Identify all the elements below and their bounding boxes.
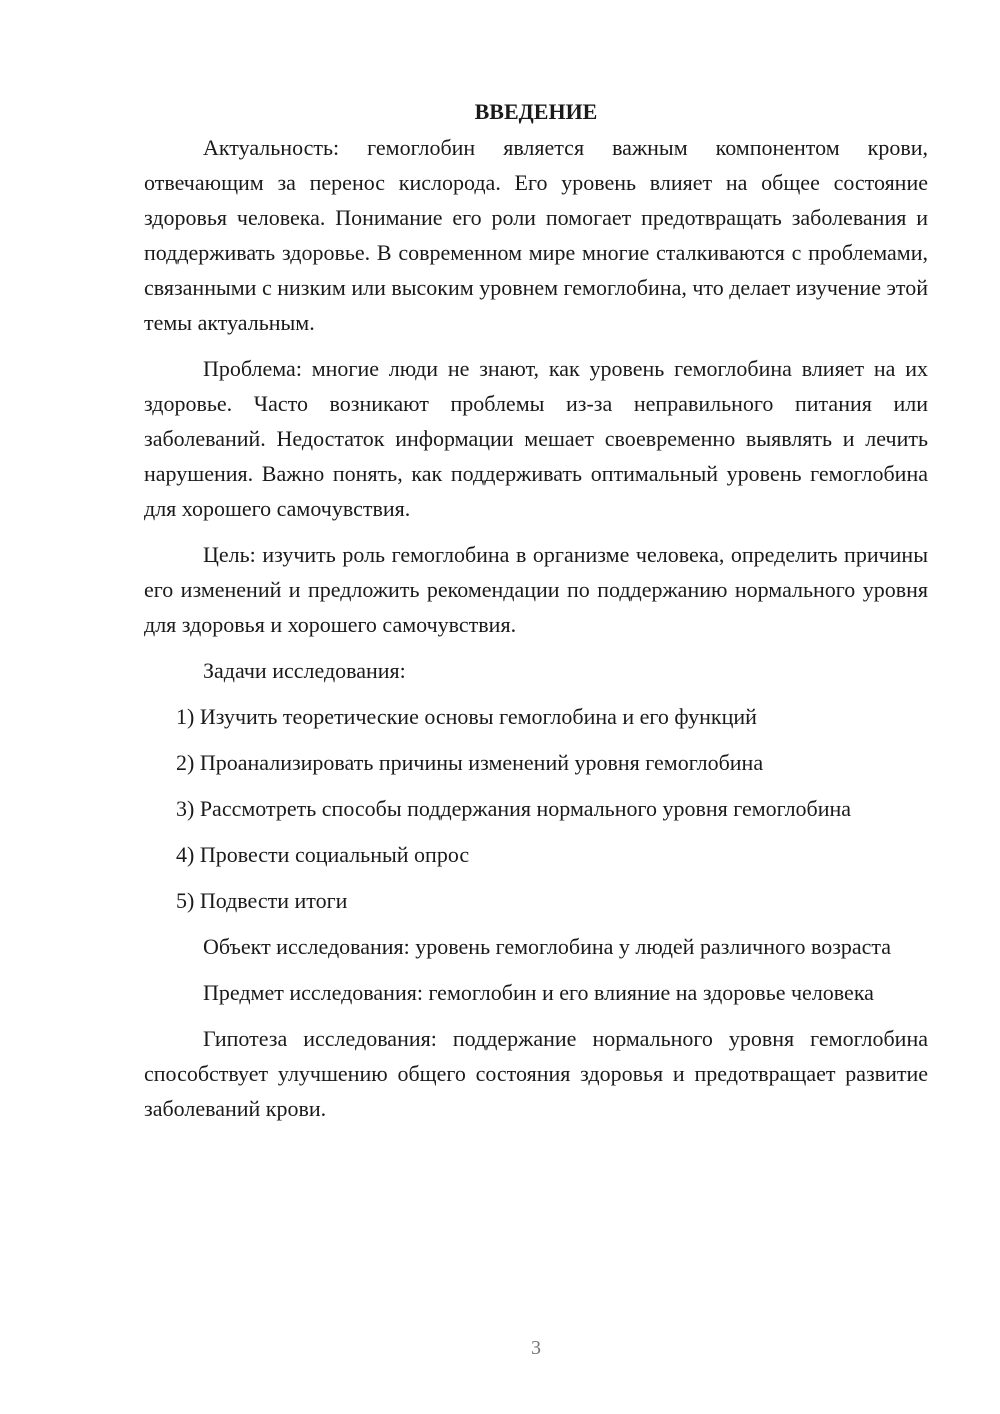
task-item-2: 2) Проанализировать причины изменений уровня гемоглобина [176, 750, 764, 775]
subject-paragraph: Предмет исследования: гемоглобин и его влияние на здоровье человека [203, 980, 874, 1005]
goal-paragraph: Цель: изучить роль гемоглобина в организме человека, определить причины его изменений и предложить рекомендации по поддержанию нормального уровня для здоровья и хорошего самочувствия. [144, 542, 928, 637]
page-content [144, 94, 928, 1137]
problem-paragraph: Проблема: многие люди не знают, как уровень гемоглобина влияет на их здоровье. Часто возникают проблемы из-за неправильного питания или заболеваний. Недостаток информации мешает своевременно выявлять и лечить нарушения. Важно понять, как поддерживать оптимальный уровень гемоглобина для хорошего самочувствия. [144, 356, 928, 521]
page-number: 3 [531, 1337, 541, 1359]
task-item-5: 5) Подвести итоги [176, 888, 348, 913]
task-item-3: 3) Рассмотреть способы поддержания нормального уровня гемоглобина [176, 796, 852, 821]
task-item-1: 1) Изучить теоретические основы гемоглобина и его функций [176, 704, 757, 729]
task-item-4: 4) Провести социальный опрос [176, 842, 470, 867]
tasks-heading: Задачи исследования: [203, 658, 406, 683]
object-paragraph: Объект исследования: уровень гемоглобина у людей различного возраста [203, 934, 892, 959]
hypothesis-paragraph: Гипотеза исследования: поддержание нормального уровня гемоглобина способствует улучшению общего состояния здоровья и предотвращает развитие заболеваний крови. [144, 1026, 928, 1121]
relevance-paragraph: Актуальность: гемоглобин является важным компонентом крови, отвечающим за перенос кислорода. Его уровень влияет на общее состояние здоровья человека. Понимание его роли помогает предотвращать заболевания и поддерживать здоровье. В современном мире многие сталкиваются с проблемами, связанными с низким или высоким уровнем гемоглобина, что делает изучение этой темы актуальным. [144, 135, 928, 335]
section-title: ВВЕДЕНИЕ [474, 99, 598, 124]
